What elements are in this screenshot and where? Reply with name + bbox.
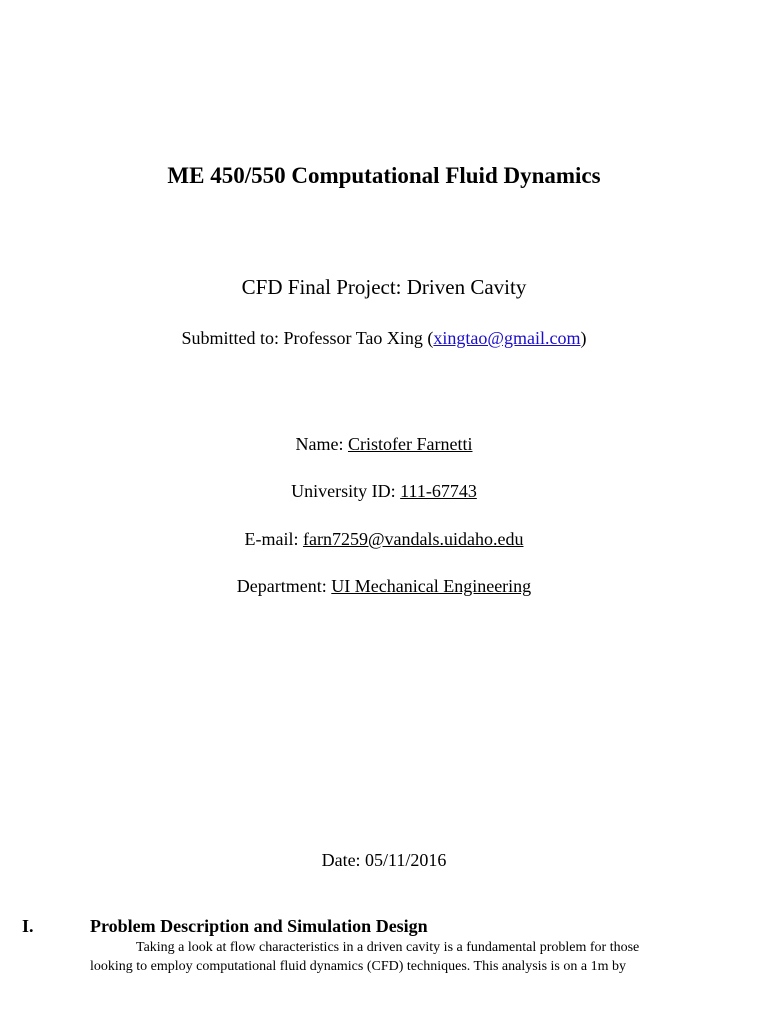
- submitted-to-text: Submitted to: Professor Tao Xing (: [181, 328, 434, 348]
- email-value: farn7259@vandals.uidaho.edu: [302, 529, 524, 549]
- submitted-to-line: [0, 328, 768, 349]
- university-id-value: 111-67743: [400, 481, 477, 501]
- professor-email-link[interactable]: xingtao@gmail.com: [433, 328, 581, 348]
- department-line: [0, 576, 768, 597]
- name-value: Cristofer Farnetti: [348, 434, 473, 454]
- date-line: Date: 05/11/2016: [321, 850, 447, 870]
- email-label: E-mail:: [244, 529, 303, 549]
- university-id-label: University ID:: [291, 481, 401, 501]
- section-number: I.: [22, 916, 34, 936]
- department-label: Department:: [236, 576, 332, 596]
- project-title: CFD Final Project: Driven Cavity: [241, 275, 527, 299]
- name-label: Name:: [295, 434, 348, 454]
- name-line: [0, 434, 768, 455]
- submitted-to-close: ): [580, 328, 587, 348]
- section-title: Problem Description and Simulation Design: [90, 916, 428, 936]
- course-title: ME 450/550 Computational Fluid Dynamics: [167, 163, 601, 188]
- university-id-line: [0, 481, 768, 502]
- email-line: [0, 529, 768, 550]
- paragraph-line: looking to employ computational fluid dynamics (CFD) techniques. This analysis is on a 1m by: [90, 959, 626, 974]
- paragraph-line: Taking a look at flow characteristics in a driven cavity is a fundamental problem for those: [136, 940, 640, 955]
- department-value: UI Mechanical Engineering: [331, 576, 532, 596]
